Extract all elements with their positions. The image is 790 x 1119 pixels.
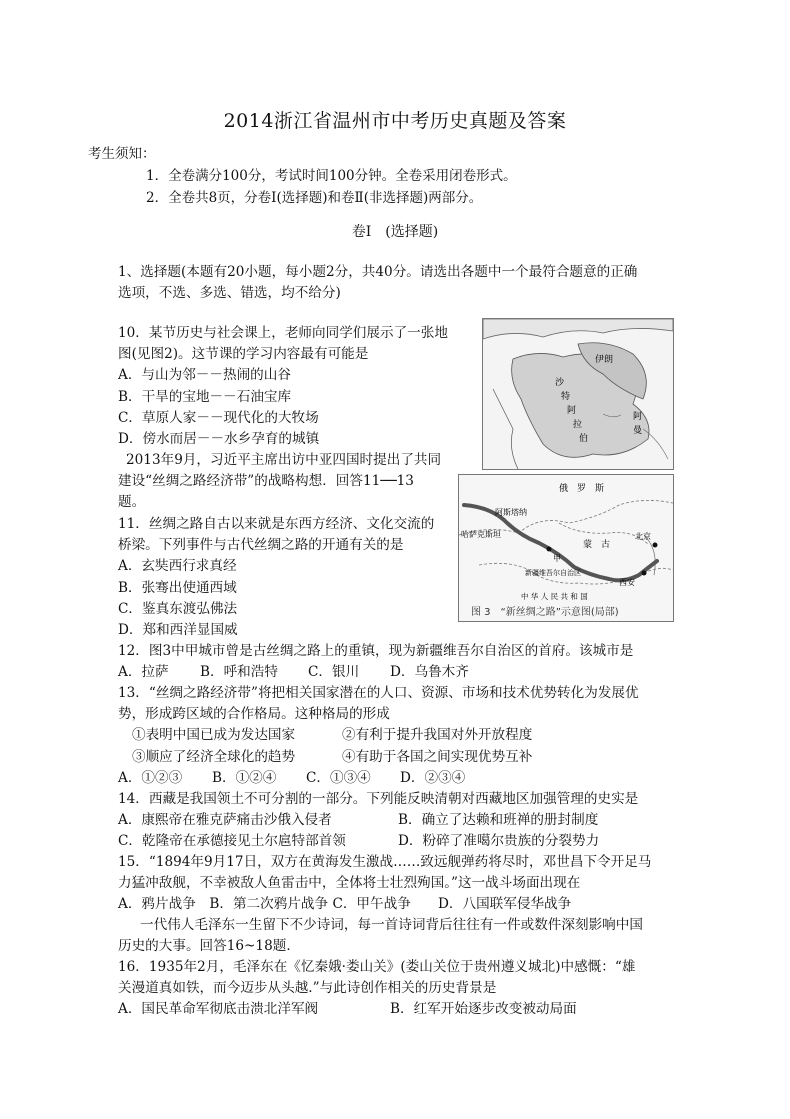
- question-line: 14．西藏是我国领土不可分割的一部分。下列能反映清朝对西藏地区加强管理的史实是: [118, 791, 639, 807]
- statement-3: ③顺应了经济全球化的趋势: [132, 748, 296, 765]
- candidate-notice: [88, 143, 517, 209]
- option-d: D．乌鲁木齐: [390, 664, 469, 681]
- question-15: [118, 852, 651, 916]
- question-line: 图(见图2)。这节课的学习内容最有可能是: [118, 346, 369, 363]
- option-a: A．国民革命军彻底击溃北洋军阀: [118, 1001, 319, 1018]
- option-c: C．鉴真东渡弘佛法: [118, 600, 238, 617]
- option-a: A．与山为邻－－热闹的山谷: [118, 367, 291, 384]
- silk-road-map: [459, 475, 673, 621]
- options-row: A．鸦片战争 B．第二次鸦片战争 C．甲午战争 D．八国联军侵华战争: [118, 896, 572, 913]
- option-c: C．草原人家－－现代化的大牧场: [118, 409, 319, 426]
- map2-label-iran: 伊朗: [595, 355, 614, 365]
- question-line: 11．丝绸之路自古以来就是东西方经济、文化交流的: [118, 516, 435, 532]
- map-figure-3: [458, 474, 674, 622]
- map2-label: 伯: [579, 434, 589, 444]
- question-line: 13．“丝绸之路经济带”将把相关国家潜在的人口、资源、市场和技术优势转化为发展优: [118, 685, 639, 701]
- map2-label: 拉: [573, 420, 583, 430]
- intro-11-13: [118, 450, 441, 514]
- option-a: A．玄奘西行求真经: [118, 558, 237, 575]
- map3-label-beijing: 北京: [635, 532, 651, 541]
- option-b: B．张骞出使通西域: [118, 579, 237, 596]
- options-row: [118, 662, 633, 683]
- intro-line: 2013年9月，习近平主席出访中亚四国时提出了共同: [126, 452, 442, 468]
- question-13: [118, 683, 639, 789]
- option-d: D．郑和西洋显国威: [118, 621, 238, 638]
- statement-1: ①表明中国已成为发达国家: [132, 727, 296, 744]
- options-row: [118, 999, 635, 1020]
- instruction-line: 选项，不选、多选、错选，均不给分): [118, 285, 341, 302]
- statement-4: ④有助于各国之间实现优势互补: [342, 748, 533, 765]
- map3-label-xian: 西安: [619, 578, 635, 587]
- map3-label-china: 中 华 人 民 共 和 国: [521, 592, 588, 601]
- option-d: D．傍水而居－－水乡孕育的城镇: [118, 430, 320, 447]
- options-row: [118, 831, 638, 852]
- option-c: C．乾隆帝在承德接见土尔扈特部首领: [118, 833, 346, 850]
- map2-label: 沙: [555, 378, 565, 388]
- notice-item-2: 2．全卷共8页，分卷Ⅰ(选择题)和卷Ⅱ(非选择题)两部分。: [146, 190, 483, 206]
- notice-heading: 考生须知：: [88, 146, 156, 162]
- intro-line: 建设“丝绸之路经济带”的战略构想．回答11──13: [118, 473, 414, 490]
- intro-line: 题。: [118, 494, 146, 511]
- question-line: 12．图3中甲城市曾是古丝绸之路上的重镇，现为新疆维吾尔自治区的首府。该城市是: [118, 643, 634, 659]
- map3-label-russia: 俄 罗 斯: [559, 484, 605, 494]
- notice-item-1: 1．全卷满分100分，考试时间100分钟。全卷采用闭卷形式。: [146, 168, 517, 184]
- question-10: [118, 323, 448, 450]
- map2-label: 阿: [567, 406, 577, 416]
- page-title: 2014浙江省温州市中考历史真题及答案: [223, 110, 567, 132]
- option-b: B．红军开始逐步改变被动局面: [390, 1001, 577, 1018]
- question-line: 16．1935年2月，毛泽东在《忆秦娥·娄山关》(娄山关位于贵州遵义城北)中感慨：“雄: [118, 959, 636, 975]
- map3-label-xinjiang: 新疆维吾尔自治区: [525, 569, 581, 577]
- option-b: B．确立了达赖和班禅的册封制度: [398, 812, 599, 829]
- middle-east-map: [483, 319, 673, 469]
- map3-label-mongolia: 蒙 古: [583, 540, 611, 550]
- option-c: C．银川: [308, 664, 360, 681]
- question-line: 15．“1894年9月17日，双方在黄海发生激战……致远舰弹药将尽时，邓世昌下令开足马: [118, 854, 652, 870]
- map3-caption: 图 3 “新丝绸之路”示意图(局部): [471, 607, 619, 618]
- map2-label: 特: [561, 392, 571, 402]
- map3-label-kazakhstan: 哈萨克斯坦: [461, 530, 501, 539]
- intro-line: 一代伟人毛泽东一生留下不少诗词，每一首诗词背后往往有一件或数件深刻影响中国: [140, 917, 643, 933]
- options-row: [118, 810, 638, 831]
- map-figure-2: [482, 318, 674, 470]
- option-c: C．①③④: [306, 769, 371, 786]
- statement-2: ②有利于提升我国对外开放程度: [342, 727, 533, 744]
- statements-row: [118, 725, 639, 746]
- option-b: B．干旱的宝地－－石油宝库: [118, 388, 292, 405]
- question-line: 力猛冲敌舰，不幸被敌人鱼雷击中，全体将士壮烈殉国。”这一战斗场面出现在: [118, 875, 581, 892]
- question-line: 势，形成跨区域的合作格局。这种格局的形成: [118, 706, 390, 723]
- option-a: A．康熙帝在雅克萨痛击沙俄入侵者: [118, 812, 332, 829]
- question-11: [118, 514, 434, 641]
- question-16: [118, 957, 635, 1021]
- question-line: 关漫道真如铁，而今迈步从头越.”与此诗创作相关的历史背景是: [118, 980, 497, 997]
- intro-line: 历史的大事。回答16~18题．: [118, 938, 300, 955]
- section-title: 卷Ⅰ (选择题): [351, 224, 439, 240]
- map3-label-jia: 甲: [553, 554, 561, 563]
- question-line: 10．某节历史与社会课上，老师向同学们展示了一张地: [118, 325, 448, 341]
- option-a: A．①②③: [118, 769, 183, 786]
- question-14: [118, 789, 638, 853]
- map2-label: 阿: [633, 412, 643, 422]
- option-a: A．拉萨: [118, 664, 169, 681]
- option-b: B．①②④: [212, 769, 277, 786]
- map2-label: 曼: [633, 426, 643, 436]
- option-d: D．②③④: [400, 769, 466, 786]
- map3-label-astana: 阿斯塔纳: [495, 508, 527, 517]
- options-row: [118, 768, 639, 789]
- statements-row: [118, 747, 639, 768]
- instructions: [118, 262, 637, 304]
- option-b: B．呼和浩特: [200, 664, 278, 681]
- intro-16-18: [118, 915, 643, 957]
- option-d: D．粉碎了准噶尔贵族的分裂势力: [398, 833, 600, 850]
- question-12: [118, 641, 633, 683]
- instruction-line: 1、选择题(本题有20小题，每小题2分，共40分。请选出各题中一个最符合题意的正确: [118, 264, 638, 280]
- question-line: 桥梁。下列事件与古代丝绸之路的开通有关的是: [118, 537, 404, 554]
